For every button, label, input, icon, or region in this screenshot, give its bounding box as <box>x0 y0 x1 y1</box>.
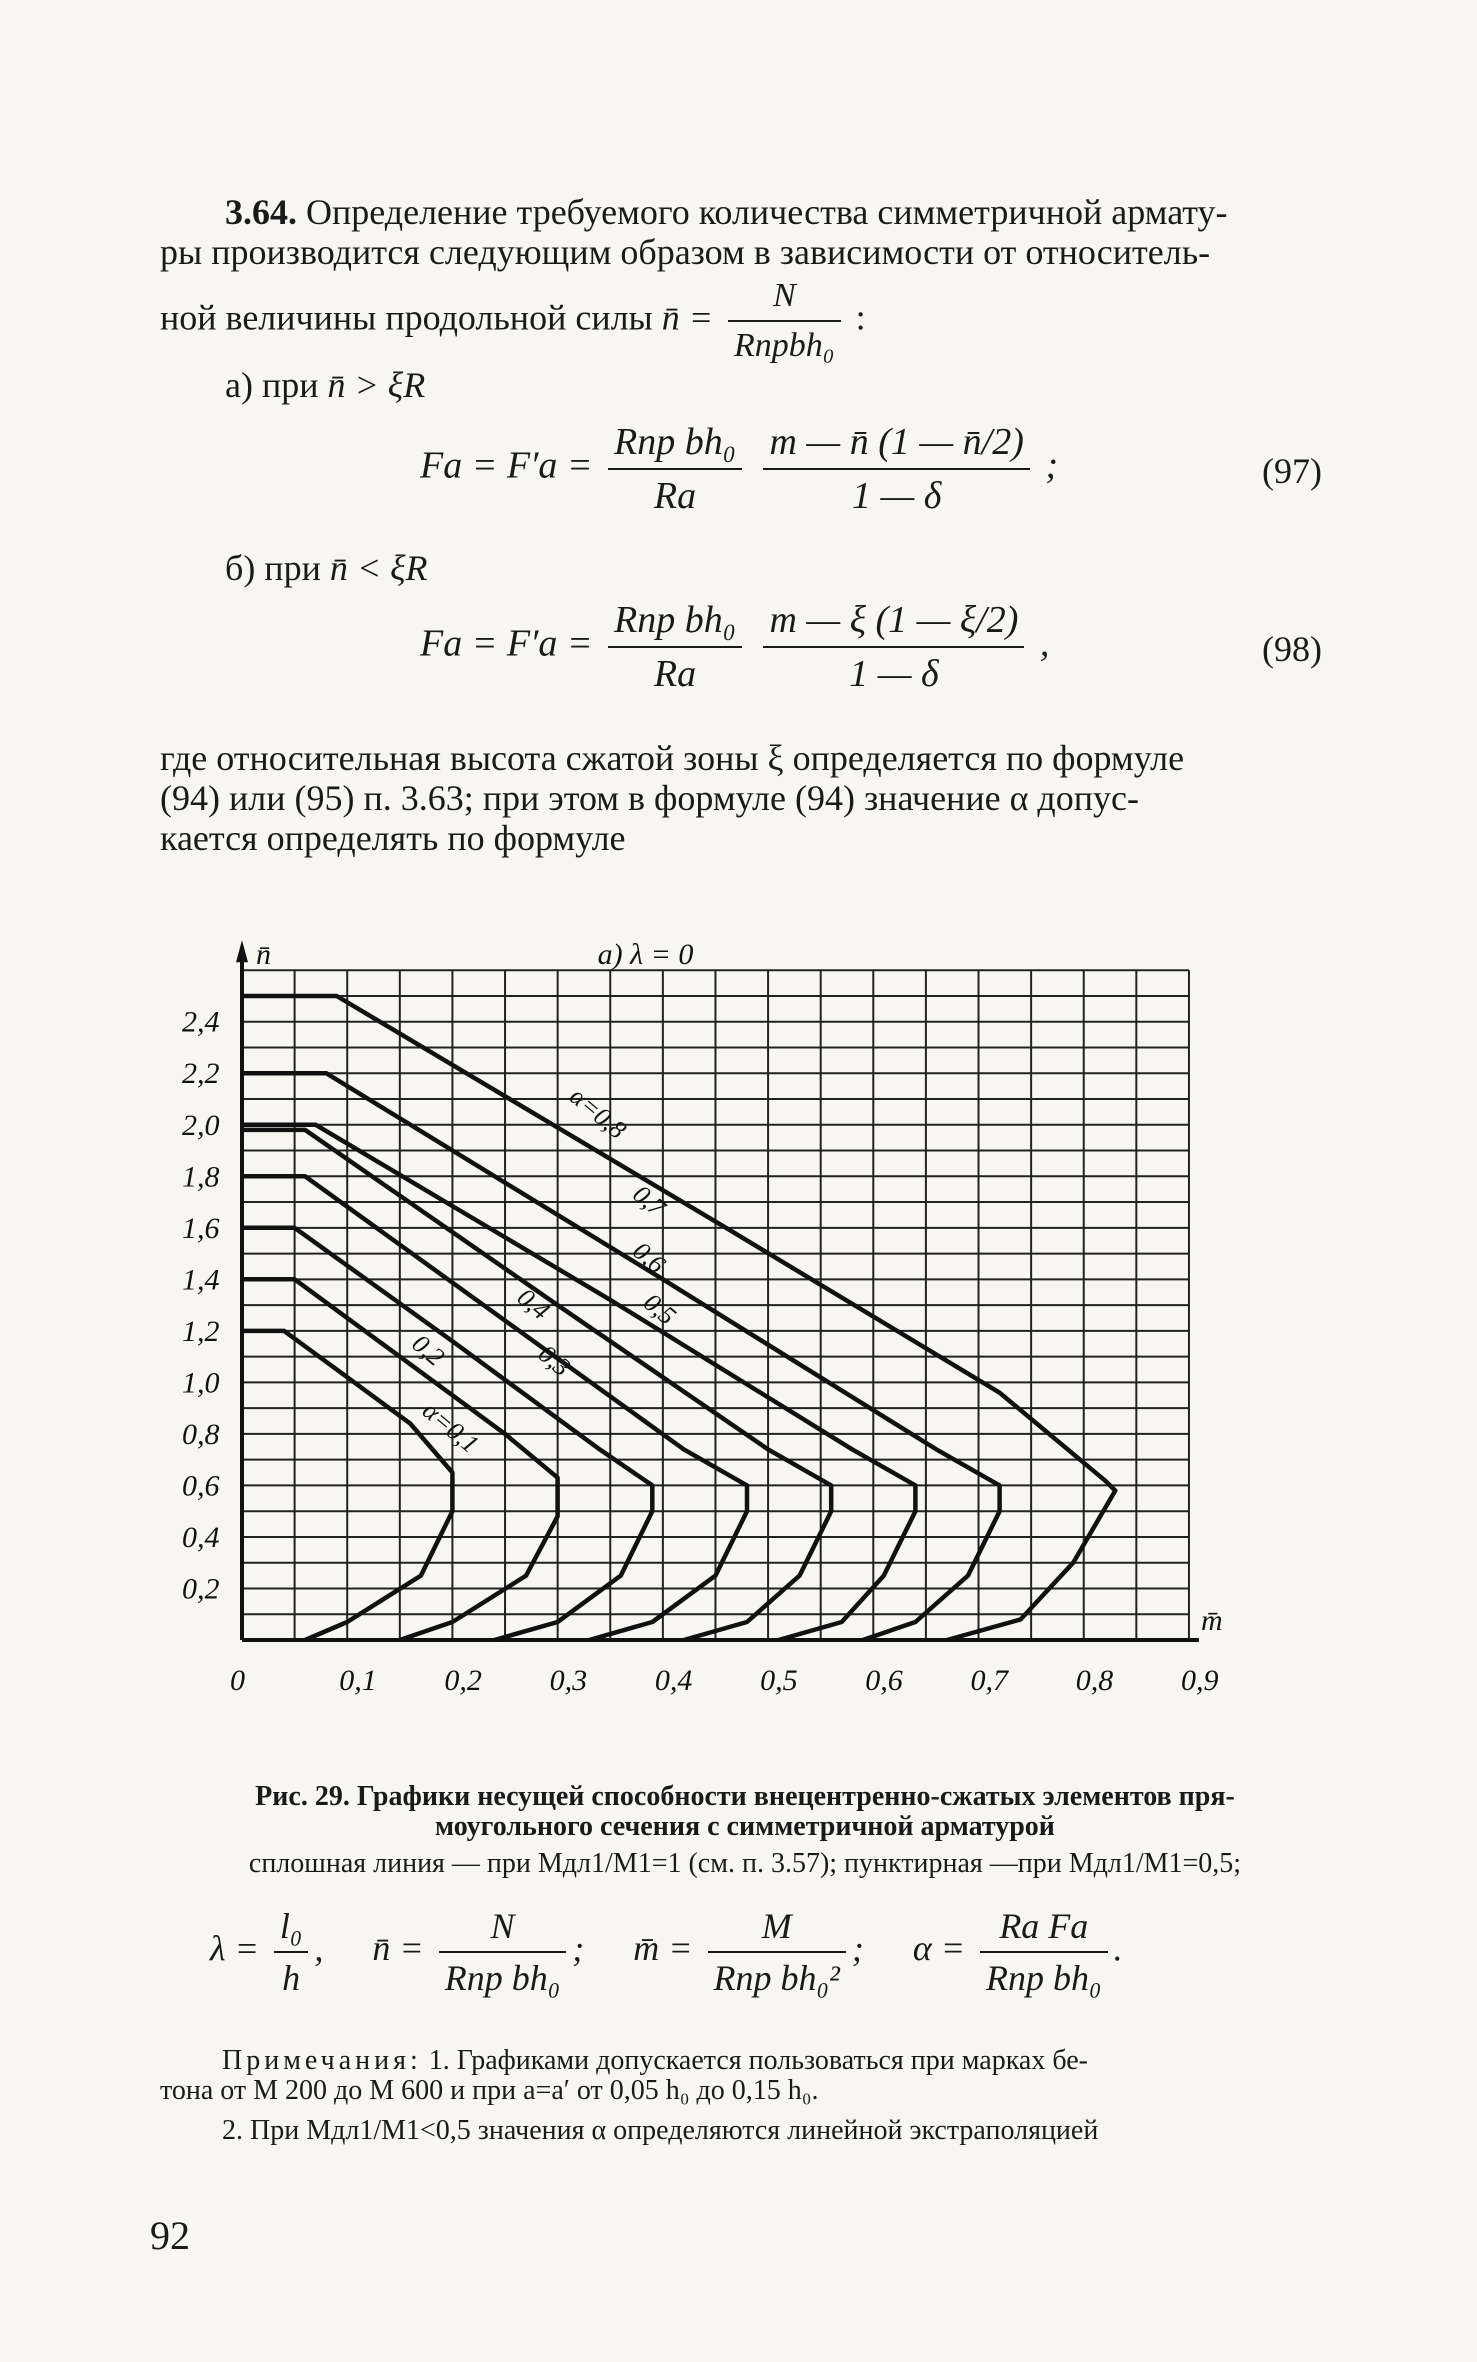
n-frac <box>439 1905 567 1999</box>
eq97-frac2-den: 1 — δ <box>851 475 942 517</box>
x-tick-label: 0,2 <box>444 1664 482 1697</box>
case-b-label: б) при <box>225 548 321 588</box>
y-tick-label: 2,2 <box>182 1057 220 1091</box>
y-tick-label: 0,4 <box>182 1520 220 1554</box>
n-def-den: Rпрbh₀ <box>734 327 835 364</box>
interaction-diagram-chart <box>150 880 1350 1760</box>
curve-label: 0,4 <box>511 1282 556 1326</box>
para1-line2: ры производится следующим образом в зависимости от относитель- <box>160 232 1211 272</box>
y-tick-label: 1,2 <box>182 1314 220 1348</box>
m-den: Rпр bh₀² <box>713 1958 840 1998</box>
eq97-frac1-num: Rпр bh₀ <box>608 420 742 470</box>
n-def-end: : <box>855 297 866 338</box>
figure-caption-line2: моугольного сечения с симметричной арматурой <box>435 1811 1055 1842</box>
note-1-line2: тона от М 200 до М 600 и при a=a′ от 0,05 h₀ до 0,15 h₀. <box>160 2075 819 2106</box>
case-a-condition: n̄ > ξR <box>327 365 426 405</box>
eq98-frac2-num: m — ξ (1 — ξ/2) <box>763 598 1024 648</box>
case-b-condition: n̄ < ξR <box>329 548 428 588</box>
y-tick-label: 0,8 <box>182 1417 220 1451</box>
alpha-lhs: α = <box>912 1928 966 1969</box>
para2-line2: (94) или (95) п. 3.63; при этом в формуле (94) значение α допус- <box>160 778 1139 818</box>
n-def-num: N <box>728 276 841 322</box>
para1-text3: ной величины продольной силы <box>160 297 653 338</box>
n-def-lhs: n̄ = <box>661 297 714 338</box>
note-2: 2. При Mдл1/M1<0,5 значения α определяются линейной экстраполяцией <box>222 2115 1099 2146</box>
x-tick-label: 0,7 <box>970 1664 1009 1697</box>
x-tick-label: 0,8 <box>1075 1664 1114 1697</box>
lambda-num: l₀ <box>274 1905 309 1953</box>
case-a-label: а) при <box>225 365 319 405</box>
eq97-frac1 <box>608 420 742 518</box>
equation-97 <box>420 420 1058 518</box>
alpha-num: Ra Fa <box>980 1905 1108 1953</box>
n-lhs: n̄ = <box>372 1928 424 1969</box>
n-num: N <box>439 1905 567 1953</box>
equation-98-number: (98) <box>1262 629 1322 669</box>
x-tick-label: 0 <box>230 1664 245 1697</box>
alpha-frac <box>980 1905 1108 1999</box>
para2-line3: кается определять по формуле <box>160 818 626 858</box>
equation-98 <box>420 598 1049 696</box>
x-tick-label: 0,6 <box>865 1664 903 1697</box>
para1-text1: Определение требуемого количества симметричной армату- <box>306 192 1228 232</box>
eq98-frac2-den: 1 — δ <box>849 653 939 695</box>
eq98-frac1-den: Ra <box>653 653 697 695</box>
curve-label: 0,7 <box>627 1179 671 1223</box>
y-axis-arrow <box>236 940 248 962</box>
eq98-lhs: Fa = F′a = <box>420 622 593 665</box>
y-tick-label: 1,8 <box>182 1160 220 1194</box>
para1-line1 <box>225 192 1340 232</box>
equation-97-number: (97) <box>1262 451 1322 491</box>
x-tick-label: 0,3 <box>549 1664 588 1697</box>
m-frac <box>708 1905 846 1999</box>
x-tick-label: 0,9 <box>1180 1664 1219 1697</box>
note-1-line1 <box>222 2046 1088 2076</box>
curve-label: 0,3 <box>532 1339 577 1383</box>
eq98-frac2 <box>763 598 1024 696</box>
para1-line3 <box>160 276 866 366</box>
lambda-lhs: λ = <box>210 1928 259 1969</box>
chart-title: а) λ = 0 <box>597 938 694 972</box>
curve-label: 0,6 <box>627 1235 671 1280</box>
x-tick-label: 0,5 <box>760 1664 798 1697</box>
curve-label: 0,2 <box>406 1328 451 1372</box>
m-lhs: m̄ = <box>633 1928 693 1969</box>
m-num: M <box>708 1905 846 1953</box>
notes-heading: Примечания: <box>222 2045 422 2076</box>
curve-label: α=0,1 <box>417 1395 485 1459</box>
n-def-fraction <box>728 276 841 366</box>
note-1-text-a: 1. Графиками допускается пользоваться при марках бе- <box>428 2045 1088 2076</box>
case-a <box>225 365 425 405</box>
n-den: Rпр bh₀ <box>444 1958 561 1998</box>
para2-line1: где относительная высота сжатой зоны ξ определяется по формуле <box>160 738 1185 778</box>
eq98-frac1 <box>608 598 742 696</box>
eq98-end: , <box>1039 622 1050 665</box>
x-tick-label: 0,1 <box>339 1664 377 1697</box>
y-tick-label: 1,4 <box>182 1263 220 1297</box>
section-number: 3.64. <box>225 192 297 232</box>
y-axis-label: n̄ <box>256 938 271 972</box>
eq98-frac1-num: Rпр bh₀ <box>608 598 742 648</box>
figure-caption-line3: сплошная линия — при Mдл1/M1=1 (см. п. 3.57); пунктирная —при Mдл1/M1=0,5; <box>248 1848 1242 1879</box>
case-b <box>225 548 428 588</box>
eq97-frac1-den: Ra <box>653 475 697 517</box>
eq97-lhs: Fa = F′a = <box>420 444 593 487</box>
y-tick-label: 2,0 <box>182 1108 220 1142</box>
x-axis-label: m̄ <box>1200 1604 1223 1637</box>
curve-label: α=0,8 <box>564 1081 632 1145</box>
x-tick-label: 0,4 <box>654 1664 693 1697</box>
page-number: 92 <box>150 2213 190 2258</box>
y-tick-label: 1,0 <box>182 1366 220 1400</box>
y-tick-label: 0,2 <box>182 1572 220 1606</box>
eq97-frac2 <box>763 420 1029 518</box>
lambda-den: h <box>282 1958 301 1998</box>
curve-label: 0,5 <box>637 1287 682 1331</box>
y-tick-label: 2,4 <box>182 1005 220 1039</box>
eq97-frac2-num: m — n̄ (1 — n̄/2) <box>763 420 1029 470</box>
lambda-frac <box>274 1905 309 1999</box>
eq97-end: ; <box>1045 444 1059 487</box>
y-tick-label: 1,6 <box>182 1211 220 1245</box>
definitions-row: λ = $\frac{\text{l₀}}{h}$ , n̄ = $\frac{N}{\text{Rпр bh₀}}$ ; m̄ = $\frac{M}{\text{Rпр bh₀²}}$ ; α = $\frac{\text{Ra Fa}}{\text{Rпр bh₀}}$ . <box>210 1906 1123 1998</box>
figure-caption-line1: Рис. 29. Графики несущей способности внецентренно-сжатых элементов пря- <box>255 1781 1235 1812</box>
y-tick-label: 0,6 <box>182 1469 220 1503</box>
alpha-den: Rпр bh₀ <box>986 1958 1102 1998</box>
